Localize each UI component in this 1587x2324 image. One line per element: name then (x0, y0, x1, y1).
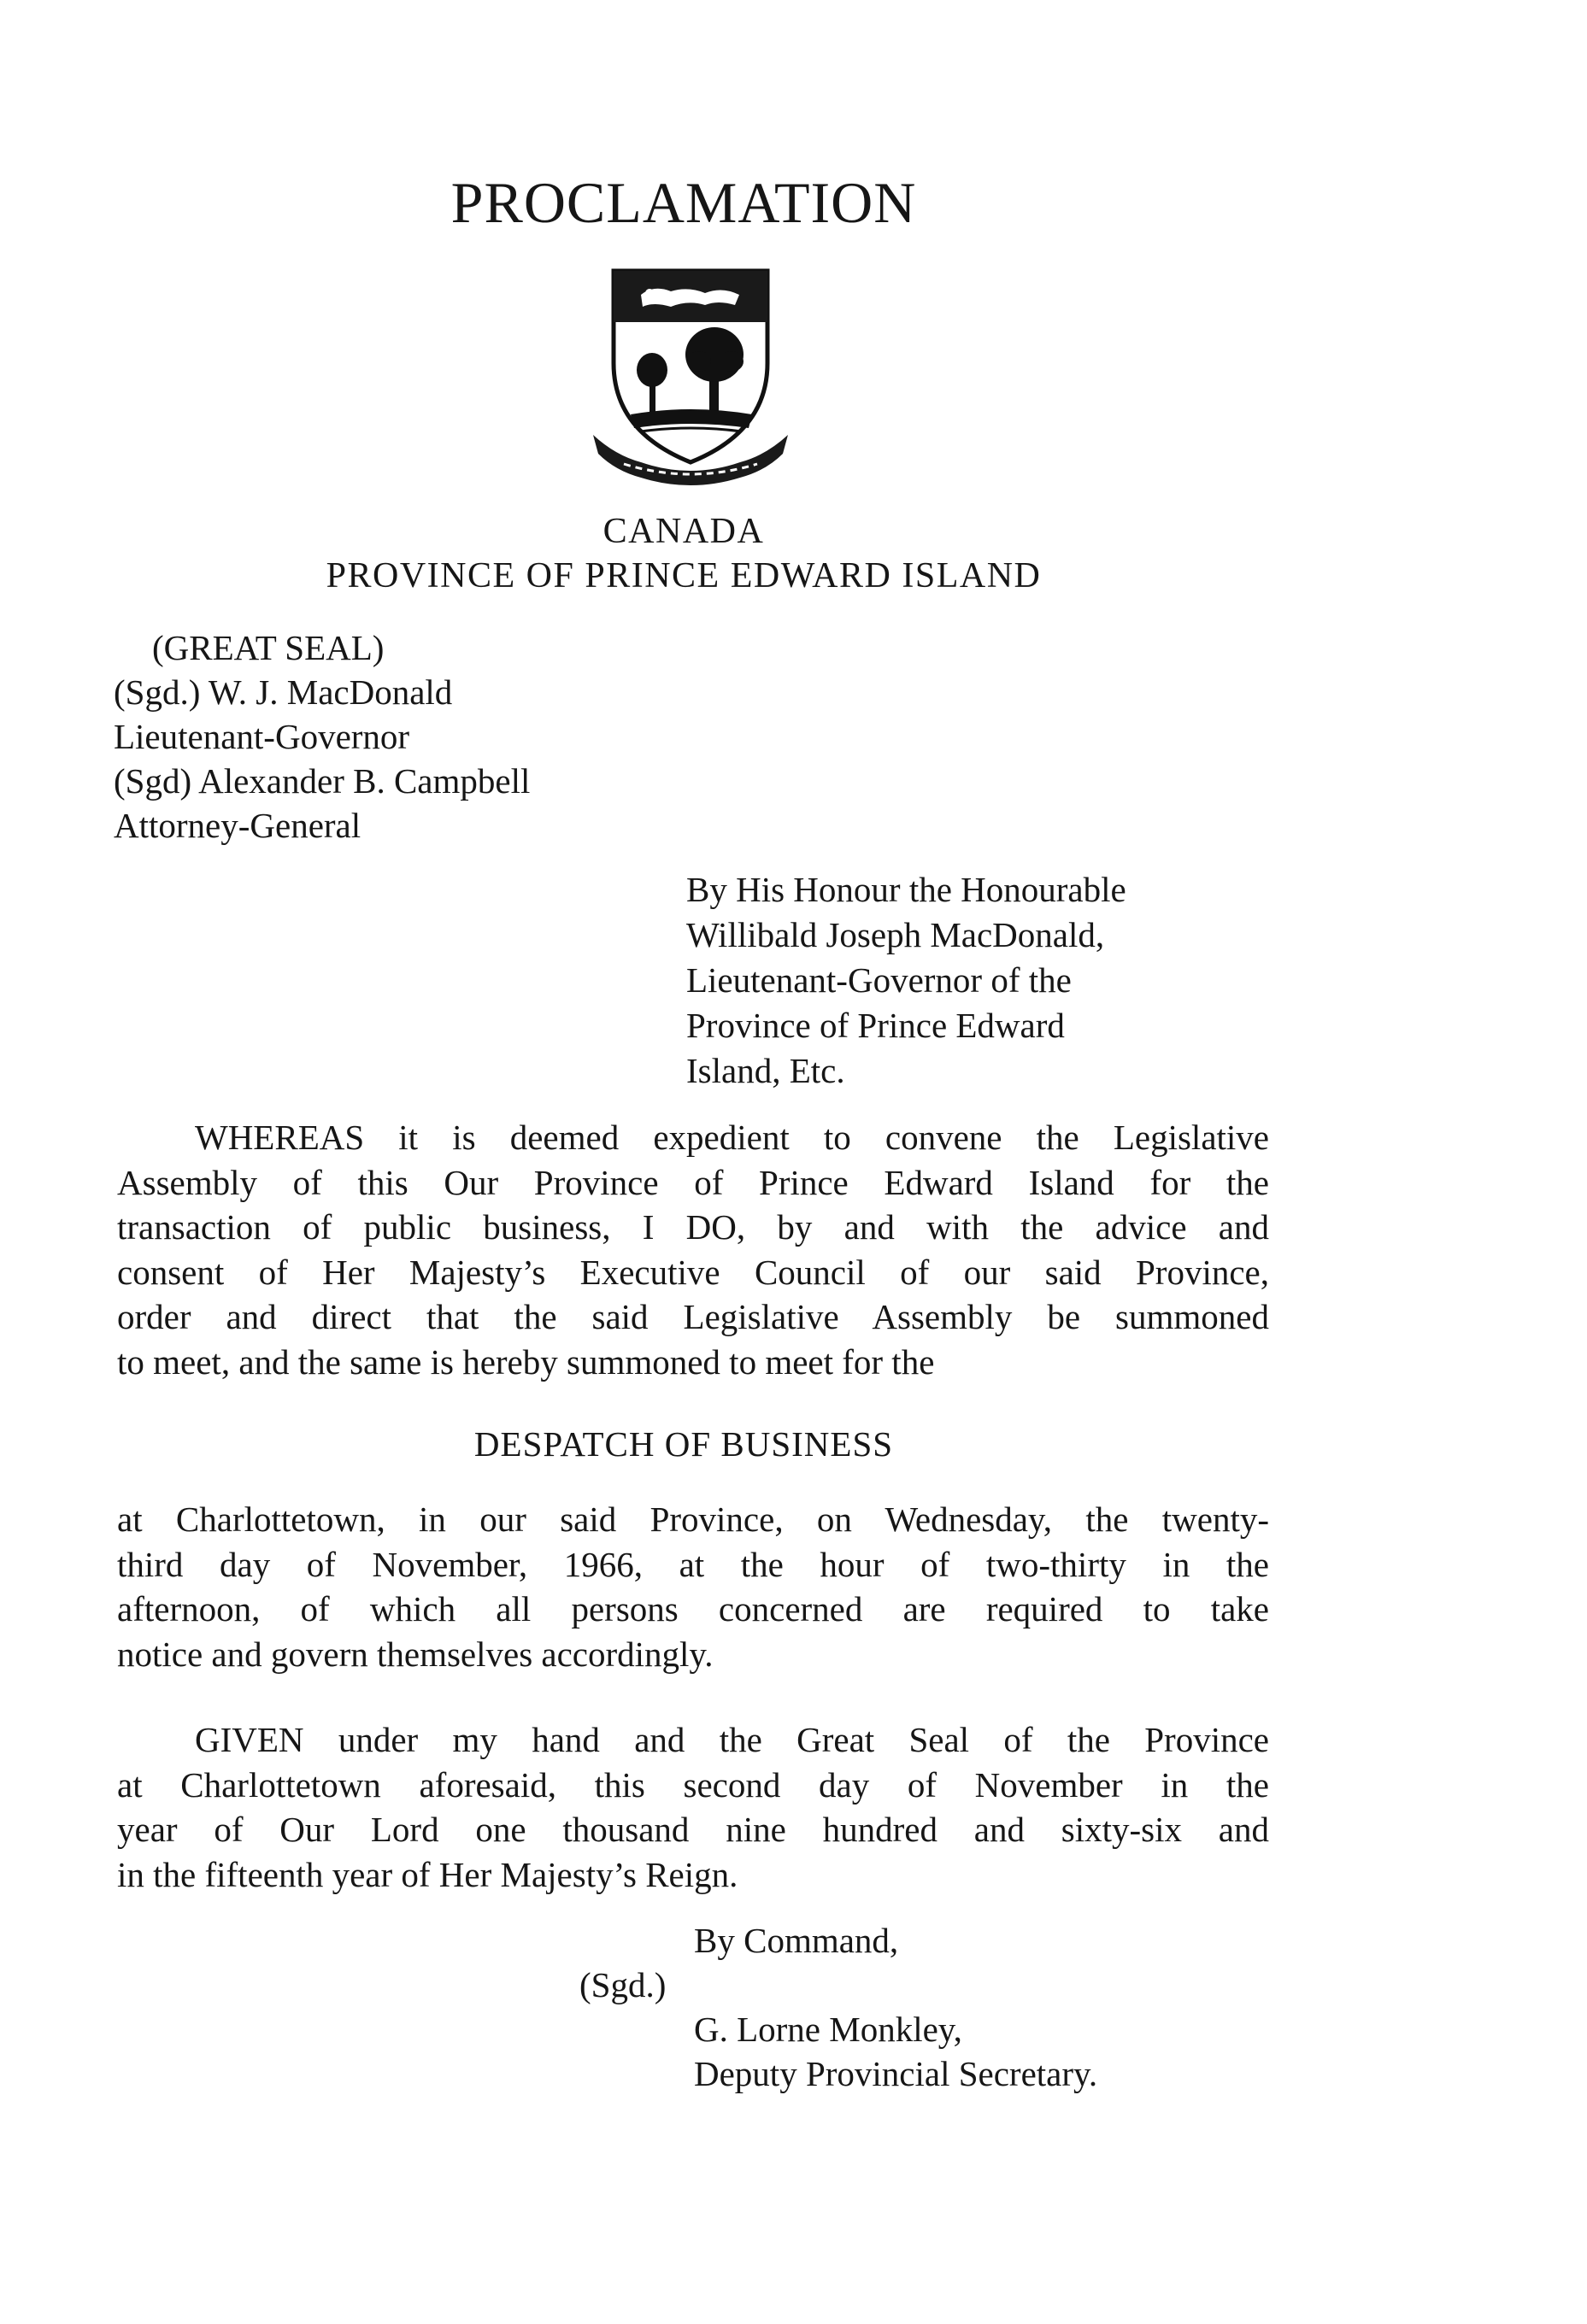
charlottetown-paragraph (117, 1497, 1269, 1676)
great-seal-label: (GREAT SEAL) (152, 628, 385, 667)
by-command-label: By Command, (694, 1921, 899, 1960)
secretary-name: G. Lorne Monkley, (694, 2010, 962, 2049)
province-heading: PROVINCE OF PRINCE EDWARD ISLAND (326, 556, 1042, 596)
governor-signature: (Sgd.) W. J. MacDonald (114, 672, 453, 712)
business-heading: DESPATCH OF BUSINESS (473, 1424, 894, 1464)
paragraph-line: consent of Her Majesty’s Executive Council of our said Province, (117, 1252, 1269, 1292)
given-paragraph (117, 1717, 1269, 1897)
attorney-title: Attorney-General (114, 806, 361, 845)
paragraph-line: to meet, and the same is hereby summoned to meet for the (117, 1341, 935, 1382)
page-title: PROCLAMATION (450, 170, 917, 235)
paragraph-line: at Charlottetown, in our said Province, on Wednesday, the twenty- (117, 1499, 1269, 1539)
honour-line: Willibald Joseph MacDonald, (686, 915, 1105, 954)
country-heading: CANADA (602, 512, 765, 551)
attorney-signature: (Sgd) Alexander B. Campbell (114, 761, 531, 801)
paragraph-line: order and direct that the said Legislative Assembly be summoned (117, 1297, 1269, 1336)
honour-block (686, 867, 1267, 1094)
sgd-label: (Sgd.) (579, 1965, 667, 2004)
paragraph-line: third day of November, 1966, at the hour of two-thirty in the (117, 1544, 1269, 1584)
secretary-title: Deputy Provincial Secretary. (694, 2054, 1098, 2093)
honour-line: Lieutenant-Governor of the (686, 960, 1072, 1000)
paragraph-line: WHEREAS it is deemed expedient to convene the Legislative (195, 1118, 1269, 1157)
paragraph-line: GIVEN under my hand and the Great Seal of the Province (195, 1720, 1269, 1759)
paragraph-line: in the fifteenth year of Her Majesty’s Reign. (117, 1854, 738, 1894)
honour-line: Province of Prince Edward (686, 1006, 1065, 1045)
paragraph-line: notice and govern themselves accordingly. (117, 1634, 714, 1674)
paragraph-line: at Charlottetown aforesaid, this second day of November in the (117, 1764, 1269, 1805)
whereas-paragraph (117, 1115, 1269, 1384)
paragraph-line: afternoon, of which all persons concerned are required to take (117, 1589, 1269, 1629)
honour-line: Island, Etc. (686, 1051, 845, 1090)
paragraph-line: Assembly of this Our Province of Prince Edward Island for the (117, 1162, 1269, 1202)
governor-title: Lieutenant-Governor (114, 717, 410, 756)
honour-line: By His Honour the Honourable (686, 870, 1126, 909)
pei-coat-of-arms-icon (590, 261, 791, 490)
paragraph-line: transaction of public business, I DO, by and with the advice and (117, 1207, 1269, 1247)
paragraph-line: year of Our Lord one thousand nine hundred and sixty-six and (117, 1810, 1269, 1849)
